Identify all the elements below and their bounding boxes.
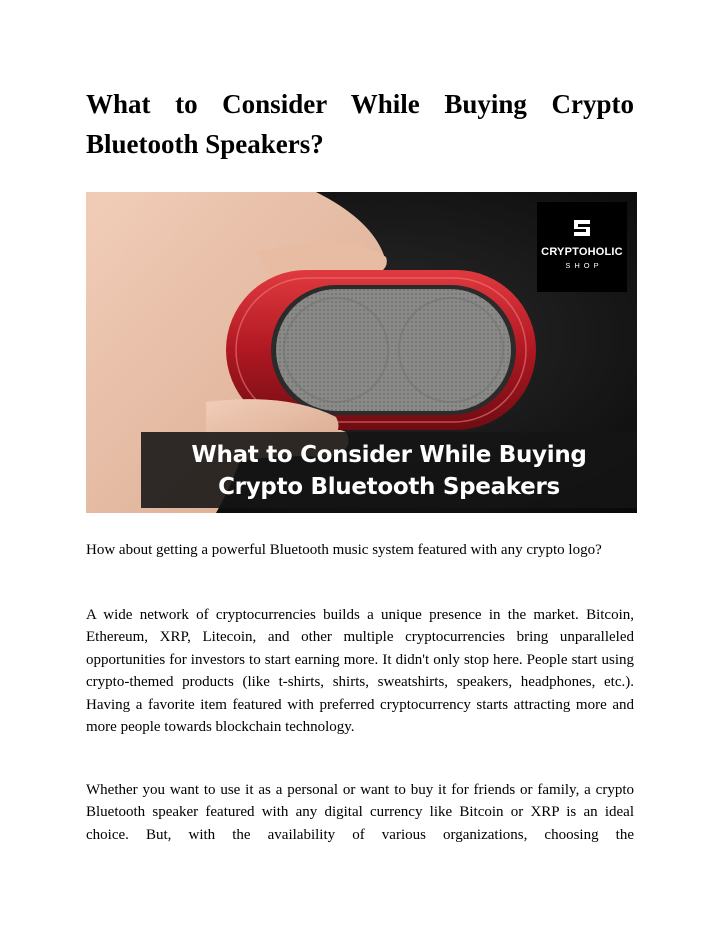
image-banner [141, 432, 637, 508]
brand-logo [537, 202, 627, 292]
hero-image [86, 192, 637, 513]
banner-line-1: What to Consider While Buying [191, 442, 587, 468]
paragraph-choice: Whether you want to use it as a personal or want to buy it for friends or family, a crypto Bluetooth speaker featured with any digital currency like Bitcoin or XRP is an ideal choice. But, with the availability of various organizations, choosing the [86, 782, 634, 843]
banner-line-2: Crypto Bluetooth Speakers [218, 474, 560, 500]
cryptoholic-logo-icon [573, 219, 591, 237]
page-title: What to Consider While Buying Crypto Bluetooth Speakers? [86, 89, 634, 159]
logo-subtitle: SHOP [565, 261, 603, 270]
paragraph-intro: How about getting a powerful Bluetooth music system featured with any crypto logo? [86, 542, 602, 558]
paragraph-network: A wide network of cryptocurrencies builds a unique presence in the market. Bitcoin, Ethereum, XRP, Litecoin, and other multiple cryptocurrencies bring unparalleled opportunities for investors to start earning more. It didn't only stop here. People start using crypto-themed products (like t-shirts, shirts, sweatshirts, speakers, headphones, etc.). Having a favorite item featured with preferred cryptocurrency starts attracting more and more people towards blockchain technology. [86, 607, 634, 736]
logo-name: CRYPTOHOLIC [541, 246, 623, 258]
